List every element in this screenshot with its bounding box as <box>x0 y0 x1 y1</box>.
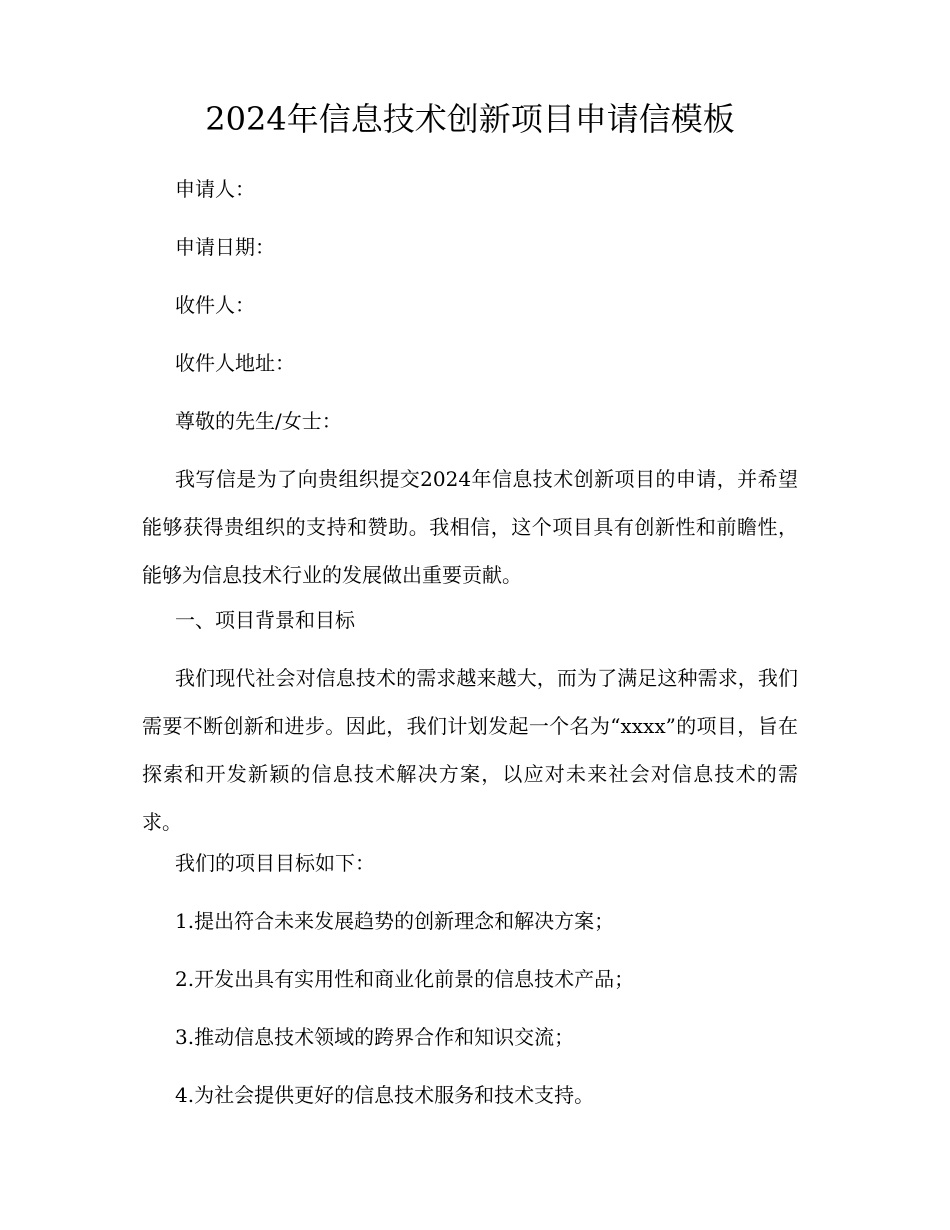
goal-item-2: 2.开发出具有实用性和商业化前景的信息技术产品； <box>175 967 635 991</box>
field-date: 申请日期： <box>175 235 275 259</box>
field-applicant: 申请人： <box>175 177 255 201</box>
goal-item-1: 1.提出符合未来发展趋势的创新理念和解决方案； <box>175 909 615 933</box>
goals-intro: 我们的项目目标如下： <box>175 851 375 875</box>
salutation: 尊敬的先生/女士： <box>175 409 342 433</box>
section1-body: 我们现代社会对信息技术的需求越来越大，而为了满足这种需求，我们需要不断创新和进步。因此，我们计划发起一个名为“xxxx”的项目，旨在探索和开发新颖的信息技术解决方案，以应对未来社会对信息技术的需求。 <box>142 666 798 834</box>
goal-item-4: 4.为社会提供更好的信息技术服务和技术支持。 <box>175 1083 595 1107</box>
section1-heading: 一、项目背景和目标 <box>175 608 355 632</box>
document-title: 2024年信息技术创新项目申请信模板 <box>205 100 735 138</box>
field-recipient-address: 收件人地址： <box>175 351 295 375</box>
intro-paragraph: 我写信是为了向贵组织提交2024年信息技术创新项目的申请，并希望能够获得贵组织的支持和赞助。我相信，这个项目具有创新性和前瞻性，能够为信息技术行业的发展做出重要贡献。 <box>142 467 798 587</box>
goal-item-3: 3.推动信息技术领域的跨界合作和知识交流； <box>175 1025 575 1049</box>
field-recipient: 收件人： <box>175 293 255 317</box>
